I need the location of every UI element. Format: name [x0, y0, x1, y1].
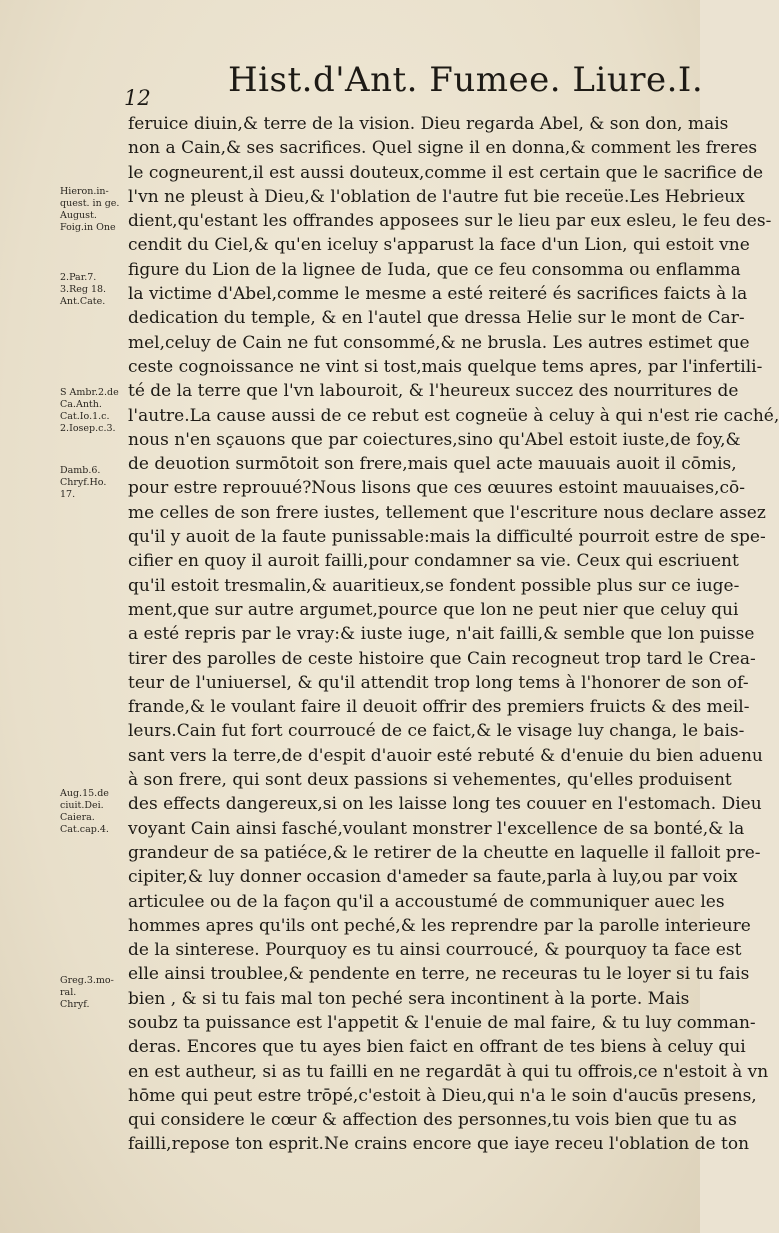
text-line: failli,repose ton esprit.Ne crains encore que iaye receu l'oblation de ton [128, 1134, 750, 1155]
text-line: a esté repris par le vray:& iuste iuge, n'ait failli,& semble que lon puisse [128, 624, 755, 645]
text-line: qu'il y auoit de la faute punissable:mais la difficulté pourroit estre de spe- [128, 527, 766, 548]
text-line: cifier en quoy il auroit failli,pour condamner sa vie. Ceux qui escriuent [128, 551, 739, 572]
text-line: l'vn ne pleust à Dieu,& l'oblation de l'autre fut bie receüe.Les Hebrieux [128, 186, 745, 207]
text-line: des effects dangereux,si on les laisse long tes couuer en l'estomach. Dieu [128, 794, 762, 815]
text-line: grandeur de sa patiéce,& le retirer de la cheutte en laquelle il falloit pre- [128, 842, 761, 863]
margin-notes [0, 0, 130, 1233]
text-line: dient,qu'estant les offrandes apposees sur le lieu par eux esleu, le feu des- [128, 211, 772, 232]
text-line: le cogneurent,il est aussi douteux,comme il est certain que le sacrifice de [128, 162, 764, 183]
margin-note: Aug.15.de ciuit.Dei. Caiera. Cat.cap.4. [60, 788, 109, 835]
text-line: de deuotion surmōtoit son frere,mais quel acte mauuais auoit il cōmis, [128, 454, 737, 475]
text-line: de la sinterese. Pourquoy es tu ainsi courroucé, & pourquoy ta face est [128, 940, 742, 961]
page-number: 12 [124, 86, 151, 110]
text-line: non a Cain,& ses sacrifices. Quel signe il en donna,& comment les freres [128, 138, 758, 159]
text-line: hommes apres qu'ils ont peché,& les reprendre par la parolle interieure [128, 915, 751, 936]
body-text [128, 112, 779, 1157]
text-line: qu'il estoit tresmalin,& auaritieux,se fondent possible plus sur ce iuge- [128, 575, 740, 596]
text-line: soubz ta puissance est l'appetit & l'enuie de mal faire, & tu luy comman- [128, 1012, 756, 1033]
text-line: ment,que sur autre argumet,pource que lon ne peut nier que celuy qui [128, 599, 739, 620]
text-line: à son frere, qui sont deux passions si vehementes, qu'elles produisent [128, 770, 732, 791]
text-line: tirer des parolles de ceste histoire que Cain recogneut trop tard le Crea- [128, 648, 756, 669]
text-line: leurs.Cain fut fort courroucé de ce faict,& le visage luy changa, le bais- [128, 721, 745, 742]
text-line: ceste cognoissance ne vint si tost,mais quelque tems apres, par l'infertili- [128, 356, 763, 377]
text-line: deras. Encores que tu ayes bien faict en offrant de tes biens à celuy qui [128, 1037, 746, 1058]
text-line: l'autre.La cause aussi de ce rebut est cogneüe à celuy à qui n'est rie caché, [128, 405, 779, 426]
text-line: en est autheur, si as tu failli en ne regardāt à qui tu offrois,ce n'estoit à vn [128, 1061, 769, 1082]
text-line: feruice diuin,& terre de la vision. Dieu regarda Abel, & son don, mais [128, 114, 729, 134]
margin-note: 2.Par.7. 3.Reg 18. Ant.Cate. [60, 272, 107, 307]
text-line: cendit du Ciel,& qu'en iceluy s'apparust la face d'un Lion, qui estoit vne [128, 235, 750, 256]
text-line: mel,celuy de Cain ne fut consommé,& ne brusla. Les autres estimet que [128, 332, 750, 353]
text-line: voyant Cain ainsi fasché,voulant monstrer l'excellence de sa bonté,& la [128, 818, 745, 839]
text-line: sant vers la terre,de d'espit d'auoir esté rebuté & d'enuie du bien aduenu [128, 745, 763, 766]
margin-note: S Ambr.2.de Ca.Anth. Cat.Io.1.c. 2.Iosep.c.3. [60, 387, 119, 434]
text-line: figure du Lion de la lignee de Iuda, que ce feu consomma ou enflamma [128, 259, 741, 280]
text-line: me celles de son frere iustes, tellement que l'escriture nous declare assez [128, 502, 766, 523]
text-line: té de la terre que l'vn labouroit, & l'heureux succez des nourritures de [128, 381, 739, 402]
text-line: elle ainsi troublee,& pendente en terre, ne receuras tu le loyer si tu fais [128, 964, 750, 985]
text-line: dedication du temple, & en l'autel que dressa Helie sur le mont de Car- [128, 308, 745, 329]
text-line: pour estre reprouué?Nous lisons que ces œuures estoint mauuaises,cō- [128, 478, 746, 499]
running-head: Hist.d'Ant. Fumee. Liure.I. [228, 60, 704, 100]
text-line: articulee ou de la façon qu'il a accoustumé de communiquer auec les [128, 891, 725, 912]
margin-note: Greg.3.mo- ral. Chryf. [60, 975, 114, 1010]
margin-note: Hieron.in- quest. in ge. August. Foig.in One [60, 186, 120, 233]
margin-note: Damb.6. Chryf.Ho. 17. [60, 465, 107, 500]
text-line: frande,& le voulant faire il deuoit offrir des premiers fruicts & des meil- [128, 697, 750, 718]
text-line: qui considere le cœur & affection des personnes,tu vois bien que tu as [128, 1110, 737, 1131]
text-line: cipiter,& luy donner occasion d'ameder sa faute,parla à luy,ou par voix [128, 867, 738, 888]
text-line: bien , & si tu fais mal ton peché sera incontinent à la porte. Mais [128, 988, 690, 1009]
text-line: teur de l'uniuersel, & qu'il attendit trop long tems à l'honorer de son of- [128, 672, 749, 693]
text-line: hōme qui peut estre trōpé,c'estoit à Dieu,qui n'a le soin d'aucūs presens, [128, 1085, 757, 1106]
text-line: la victime d'Abel,comme le mesme a esté reiteré és sacrifices faicts à la [128, 284, 748, 305]
text-line: nous n'en sçauons que par coiectures,sino qu'Abel estoit iuste,de foy,& [128, 429, 741, 450]
